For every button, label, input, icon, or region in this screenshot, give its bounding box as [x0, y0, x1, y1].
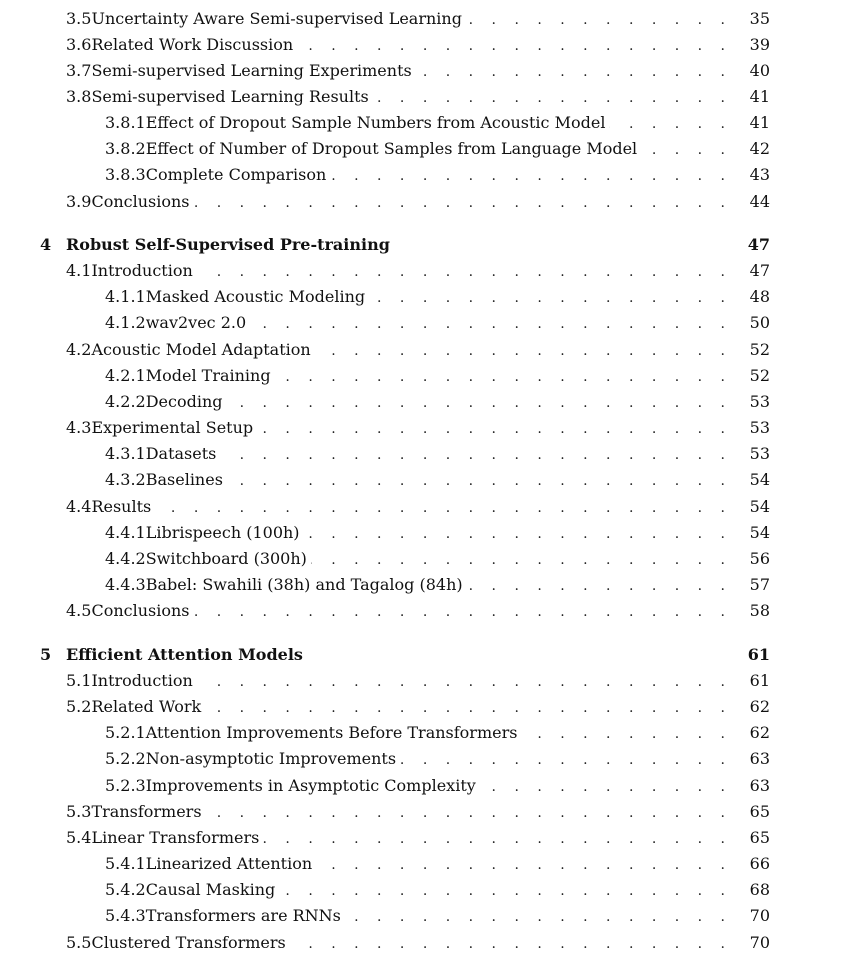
leader-dots — [330, 164, 746, 188]
toc-entry-number: 5.2.3 — [105, 776, 146, 795]
leader-dots — [311, 548, 746, 572]
toc-entry-number: 4.2 — [66, 340, 92, 359]
toc-entry[interactable] — [105, 573, 770, 597]
toc-entry-page: 54 — [749, 523, 770, 542]
toc-chapter-title: Efficient Attention Models — [66, 645, 303, 664]
toc-entry[interactable] — [105, 137, 770, 161]
toc-entry-title: Related Work Discussion — [91, 35, 294, 54]
leader-dots — [400, 748, 746, 772]
toc-chapter-page: 47 — [747, 235, 770, 254]
toc-entry-number: 4.3 — [66, 418, 92, 437]
leader-dots — [304, 522, 746, 546]
toc-entry[interactable] — [105, 364, 770, 388]
leader-dots — [194, 191, 747, 215]
toc-chapter-number: 4 — [40, 235, 52, 254]
toc-chapter-number: 5 — [40, 645, 52, 664]
toc-entry-number: 4.3.1 — [105, 444, 146, 463]
leader-dots — [275, 365, 746, 389]
toc-entry-number: 4.1.2 — [105, 313, 146, 332]
toc-entry[interactable] — [66, 695, 770, 719]
toc-entry[interactable] — [105, 163, 770, 187]
toc-entry-page: 52 — [749, 340, 770, 359]
toc-entry[interactable] — [105, 442, 770, 466]
toc-entry[interactable] — [66, 33, 770, 57]
toc-entry-number: 4.5 — [66, 601, 92, 620]
toc-entry-page: 40 — [749, 61, 770, 80]
toc-entry-page: 44 — [749, 192, 770, 211]
toc-entry-number: 3.8 — [66, 87, 92, 106]
leader-dots — [316, 853, 746, 877]
toc-entry[interactable] — [105, 721, 770, 745]
leader-dots — [345, 905, 746, 929]
toc-entry-page: 54 — [749, 497, 770, 516]
toc-entry-page: 54 — [749, 470, 770, 489]
toc-entry[interactable] — [105, 111, 770, 135]
toc-entry[interactable] — [66, 190, 770, 214]
toc-entry-title: Results — [91, 497, 152, 516]
toc-entry-number: 4.4 — [66, 497, 92, 516]
toc-entry-title: Conclusions — [91, 192, 190, 211]
toc-entry-number: 4.2.2 — [105, 392, 146, 411]
toc-entry[interactable] — [66, 826, 770, 850]
leader-dots — [155, 496, 746, 520]
toc-entry-title: Related Work — [91, 697, 202, 716]
leader-dots — [609, 112, 746, 136]
toc-entry-title: Babel: Swahili (38h) and Tagalog (84h) — [145, 575, 463, 594]
toc-entry-number: 4.4.3 — [105, 575, 146, 594]
toc-entry[interactable] — [66, 599, 770, 623]
toc-entry-title: Baselines — [145, 470, 223, 489]
toc-entry[interactable] — [66, 416, 770, 440]
toc-entry-number: 5.1 — [66, 671, 92, 690]
toc-entry-title: Transformers are RNNs — [145, 906, 341, 925]
toc-entry[interactable] — [66, 7, 770, 31]
toc-entry[interactable] — [66, 669, 770, 693]
toc-entry-number: 3.8.2 — [105, 139, 146, 158]
toc-entry-title: Complete Comparison — [145, 165, 327, 184]
leader-dots — [263, 827, 746, 851]
toc-entry[interactable] — [105, 390, 770, 414]
leader-dots — [194, 600, 747, 624]
toc-entry-page: 41 — [749, 87, 770, 106]
toc-chapter-page: 61 — [747, 645, 770, 664]
toc-entry-number: 5.2 — [66, 697, 92, 716]
leader-dots — [220, 443, 746, 467]
toc-entry[interactable] — [66, 259, 770, 283]
toc-entry-number: 4.4.1 — [105, 523, 146, 542]
leader-dots — [369, 286, 746, 310]
toc-entry-page: 63 — [749, 749, 770, 768]
toc-entry-title: Semi-supervised Learning Results — [91, 87, 369, 106]
toc-entry[interactable] — [105, 774, 770, 798]
toc-entry-title: Effect of Number of Dropout Samples from Language Model — [145, 139, 638, 158]
toc-entry-title: wav2vec 2.0 — [145, 313, 247, 332]
toc-entry-number: 5.3 — [66, 802, 92, 821]
toc-entry[interactable] — [105, 311, 770, 335]
leader-dots — [227, 391, 746, 415]
toc-entry-page: 68 — [749, 880, 770, 899]
leader-dots — [467, 574, 746, 598]
toc-entry-title: Decoding — [145, 392, 223, 411]
toc-entry[interactable] — [66, 338, 770, 362]
toc-entry-title: Introduction — [91, 671, 193, 690]
toc-entry-page: 53 — [749, 418, 770, 437]
toc-entry-title: Uncertainty Aware Semi-supervised Learning — [91, 9, 462, 28]
toc-entry-page: 53 — [749, 392, 770, 411]
leader-dots — [521, 722, 746, 746]
leader-dots — [279, 879, 746, 903]
toc-entry-title: Switchboard (300h) — [145, 549, 307, 568]
toc-entry-title: Linear Transformers — [91, 828, 260, 847]
toc-entry-number: 4.1.1 — [105, 287, 146, 306]
toc-entry-page: 53 — [749, 444, 770, 463]
toc-entry-title: Model Training — [145, 366, 271, 385]
toc-entry-page: 70 — [749, 906, 770, 925]
toc-entry-number: 5.4.1 — [105, 854, 146, 873]
toc-entry-number: 4.1 — [66, 261, 92, 280]
toc-entry-number: 3.8.3 — [105, 165, 146, 184]
toc-entry-title: Experimental Setup — [91, 418, 254, 437]
toc-chapter[interactable] — [40, 233, 770, 257]
leader-dots — [206, 801, 746, 825]
toc-entry-page: 47 — [749, 261, 770, 280]
toc-entry-number: 4.4.2 — [105, 549, 146, 568]
toc-entry-page: 42 — [749, 139, 770, 158]
toc-entry-number: 5.2.1 — [105, 723, 146, 742]
toc-entry-page: 48 — [749, 287, 770, 306]
toc-entry-title: Effect of Dropout Sample Numbers from Acoustic Model — [145, 113, 606, 132]
toc-entry[interactable] — [105, 547, 770, 571]
toc-entry-number: 5.4.3 — [105, 906, 146, 925]
leader-dots — [197, 670, 746, 694]
toc-entry[interactable] — [66, 59, 770, 83]
toc-entry-title: Introduction — [91, 261, 193, 280]
toc-entry-page: 56 — [749, 549, 770, 568]
toc-entry[interactable] — [66, 800, 770, 824]
toc-entry[interactable] — [105, 852, 770, 876]
leader-dots — [297, 34, 746, 58]
toc-entry-title: Improvements in Asymptotic Complexity — [145, 776, 476, 795]
toc-entry-number: 3.8.1 — [105, 113, 146, 132]
toc-entry-title: Conclusions — [91, 601, 190, 620]
toc-entry-number: 5.4 — [66, 828, 92, 847]
toc-entry-page: 70 — [749, 933, 770, 952]
toc-entry[interactable] — [105, 904, 770, 928]
leader-dots — [466, 8, 746, 32]
toc-entry-page: 39 — [749, 35, 770, 54]
toc-entry-title: Linearized Attention — [145, 854, 313, 873]
leader-dots — [373, 86, 746, 110]
toc-entry-title: Causal Masking — [145, 880, 276, 899]
leader-dots — [416, 60, 746, 84]
toc-entry-title: Transformers — [91, 802, 202, 821]
toc-entry-number: 3.7 — [66, 61, 92, 80]
toc-entry-title: Acoustic Model Adaptation — [91, 340, 311, 359]
toc-entry[interactable] — [66, 931, 770, 955]
toc-entry-number: 5.4.2 — [105, 880, 146, 899]
toc-entry-number: 3.6 — [66, 35, 92, 54]
toc-entry-title: Clustered Transformers — [91, 933, 286, 952]
toc-entry[interactable] — [105, 747, 770, 771]
toc-entry[interactable] — [105, 285, 770, 309]
toc-chapter[interactable] — [40, 643, 770, 667]
toc-entry-number: 4.2.1 — [105, 366, 146, 385]
toc-entry-number: 5.2.2 — [105, 749, 146, 768]
toc-entry-page: 43 — [749, 165, 770, 184]
toc-entry-page: 62 — [749, 723, 770, 742]
leader-dots — [290, 932, 746, 956]
toc-entry[interactable] — [105, 521, 770, 545]
toc-entry-number: 3.9 — [66, 192, 92, 211]
toc-entry-title: Semi-supervised Learning Experiments — [91, 61, 412, 80]
leader-dots — [197, 260, 746, 284]
toc-entry-number: 5.5 — [66, 933, 92, 952]
leader-dots — [205, 696, 746, 720]
toc-entry-page: 50 — [749, 313, 770, 332]
toc-entry-title: Masked Acoustic Modeling — [145, 287, 366, 306]
toc-entry[interactable] — [105, 468, 770, 492]
leader-dots — [250, 312, 746, 336]
toc-entry-page: 52 — [749, 366, 770, 385]
toc-entry[interactable] — [105, 878, 770, 902]
toc-entry-page: 65 — [749, 802, 770, 821]
toc-entry[interactable] — [66, 85, 770, 109]
toc-entry-number: 4.3.2 — [105, 470, 146, 489]
toc-entry[interactable] — [66, 495, 770, 519]
toc-entry-page: 57 — [749, 575, 770, 594]
leader-dots — [641, 138, 746, 162]
toc-entry-page: 41 — [749, 113, 770, 132]
toc-entry-page: 63 — [749, 776, 770, 795]
toc-entry-number: 3.5 — [66, 9, 92, 28]
toc-entry-title: Non-asymptotic Improvements — [145, 749, 397, 768]
leader-dots — [315, 339, 746, 363]
leader-dots — [227, 469, 746, 493]
toc-entry-page: 62 — [749, 697, 770, 716]
toc-entry-title: Librispeech (100h) — [145, 523, 300, 542]
toc-entry-title: Datasets — [145, 444, 217, 463]
leader-dots — [257, 417, 746, 441]
toc-entry-title: Attention Improvements Before Transformers — [145, 723, 518, 742]
toc-entry-page: 61 — [749, 671, 770, 690]
toc-entry-page: 58 — [749, 601, 770, 620]
leader-dots — [480, 775, 746, 799]
toc-chapter-title: Robust Self-Supervised Pre-training — [66, 235, 390, 254]
toc-entry-page: 66 — [749, 854, 770, 873]
toc-entry-page: 35 — [749, 9, 770, 28]
toc-entry-page: 65 — [749, 828, 770, 847]
